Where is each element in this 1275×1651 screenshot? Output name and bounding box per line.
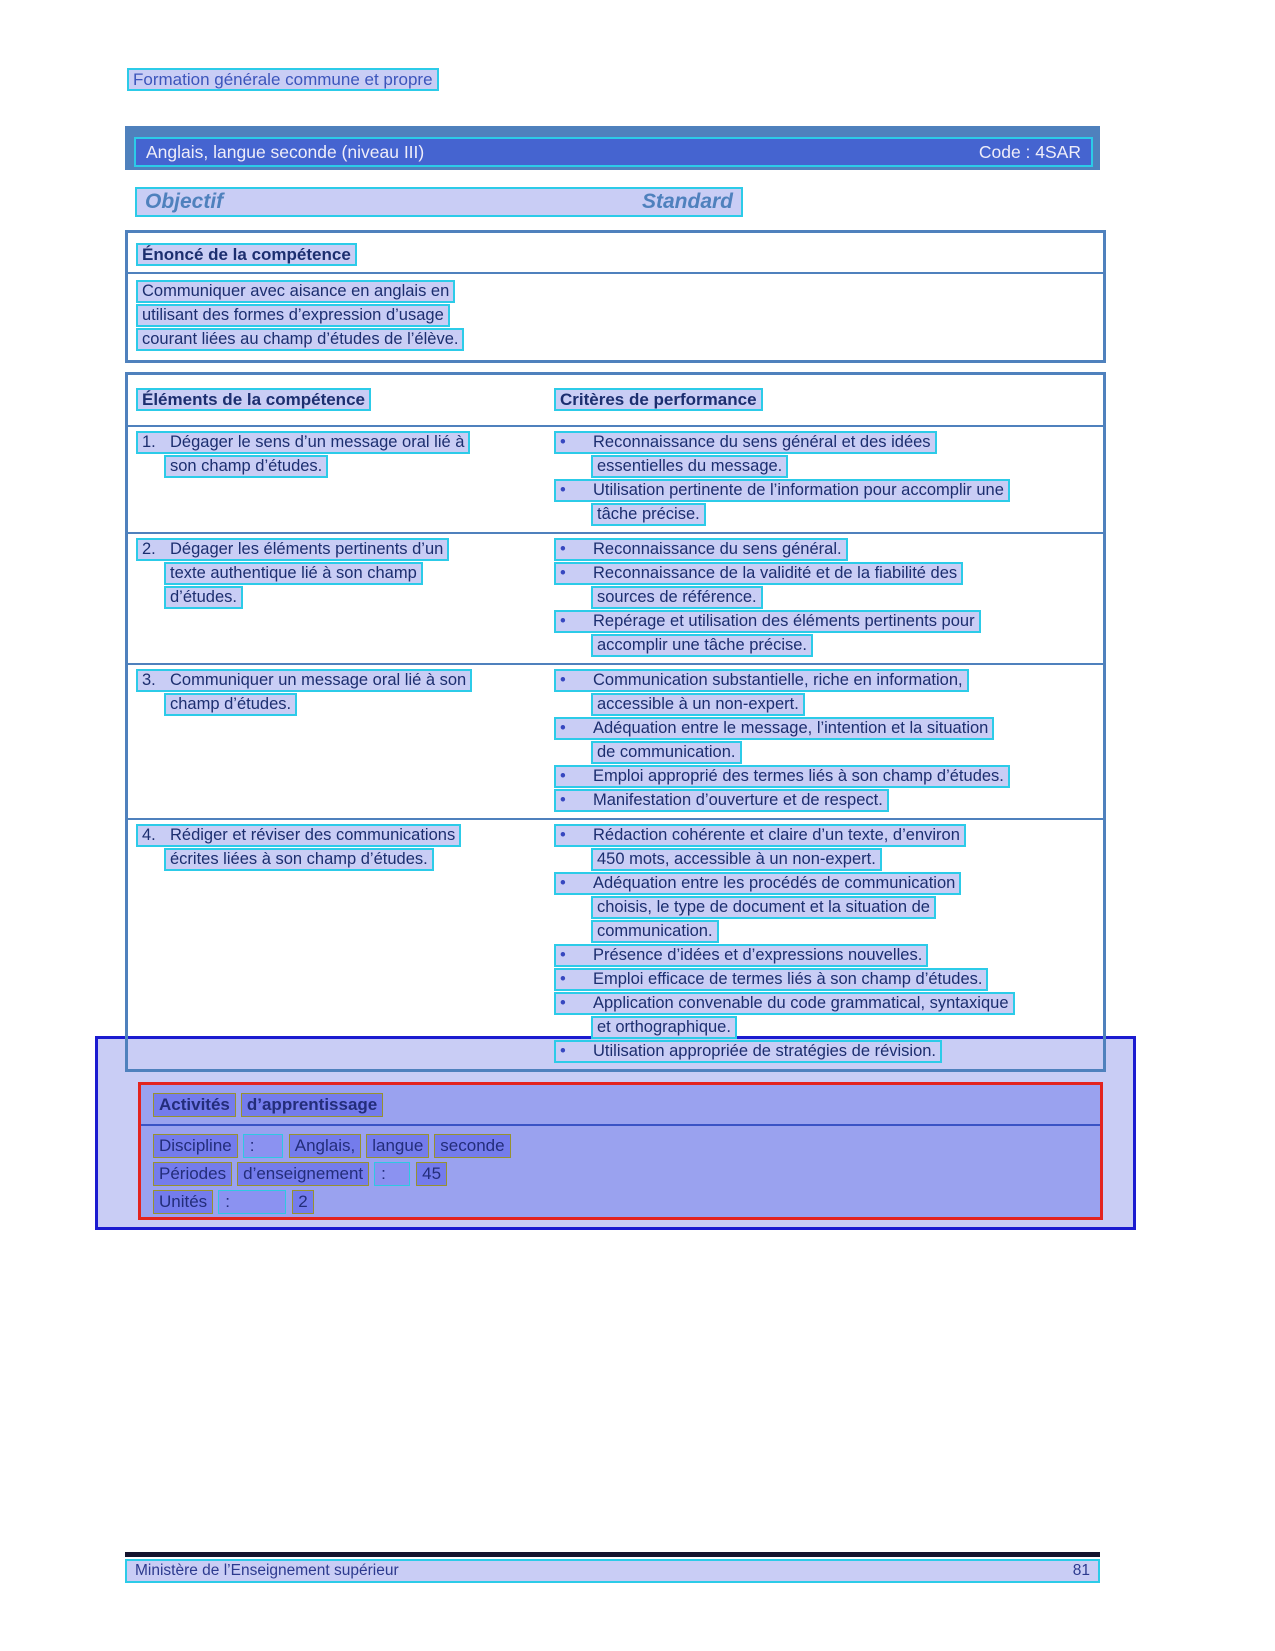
criteria-line: Reconnaissance du sens général et des idées — [593, 433, 931, 451]
footer — [125, 1552, 1100, 1583]
activities-title-word: Activités — [153, 1093, 236, 1117]
bullet-icon: • — [560, 719, 566, 737]
criteria-line: Rédaction cohérente et claire d’un texte, d’environ — [593, 826, 960, 844]
item-number: 4. — [142, 826, 156, 844]
element-cell — [128, 431, 548, 527]
activity-label-word: Unités — [153, 1190, 213, 1214]
criteria-line: Repérage et utilisation des éléments pertinents pour — [593, 612, 975, 630]
footer-text-bar — [125, 1559, 1100, 1583]
criteria-line: sources de référence. — [591, 586, 763, 609]
element-line: son champ d’études. — [164, 455, 328, 478]
element-line: Dégager les éléments pertinents d’un — [170, 540, 444, 558]
competence-table — [125, 372, 1106, 1072]
criteria-cell — [548, 669, 1103, 813]
table-row — [128, 663, 1103, 818]
criteria-line: Emploi efficace de termes liés à son champ d’études. — [593, 970, 983, 988]
footer-rule — [125, 1552, 1100, 1557]
activity-value-word: langue — [366, 1134, 429, 1158]
criteria-line: communication. — [591, 920, 719, 943]
activity-label-word: d’enseignement — [237, 1162, 369, 1186]
section-label — [127, 68, 439, 91]
criteria-line: Reconnaissance de la validité et de la fiabilité des — [593, 564, 958, 582]
criteria-line: Adéquation entre le message, l’intention et la situation — [593, 719, 989, 737]
activities-title — [141, 1085, 1100, 1121]
criteria-cell — [548, 538, 1103, 658]
criteria-line: Utilisation pertinente de l’information pour accomplir une — [593, 481, 1004, 499]
element-cell — [128, 669, 548, 813]
criteria-line: accessible à un non-expert. — [591, 693, 805, 716]
activity-separator: : — [218, 1190, 286, 1214]
page-number: 81 — [1072, 1562, 1090, 1579]
enonce-line: courant liées au champ d’études de l’élève. — [136, 328, 464, 351]
criteria-line: Reconnaissance du sens général. — [593, 540, 842, 558]
element-line: Communiquer un message oral lié à son — [170, 671, 467, 689]
criteria-line: Emploi approprié des termes liés à son champ d’études. — [593, 767, 1004, 785]
activity-row-unites — [141, 1188, 1100, 1216]
criteria-line: Présence d’idées et d’expressions nouvelles. — [593, 946, 923, 964]
section-label-text: Formation générale commune et propre — [127, 68, 439, 91]
activity-row-discipline — [141, 1132, 1100, 1160]
table-row — [128, 532, 1103, 663]
criteria-line: choisis, le type de document et la situation de — [591, 896, 936, 919]
bullet-icon: • — [560, 970, 566, 988]
element-cell — [128, 538, 548, 658]
item-number: 1. — [142, 433, 156, 451]
footer-ministry: Ministère de l’Enseignement supérieur — [135, 1562, 399, 1579]
criteria-cell — [548, 431, 1103, 527]
element-cell — [128, 824, 548, 1064]
item-number: 2. — [142, 540, 156, 558]
criteria-line: 450 mots, accessible à un non-expert. — [591, 848, 882, 871]
activity-label-word: Discipline — [153, 1134, 238, 1158]
element-line: texte authentique lié à son champ — [164, 562, 423, 585]
bullet-icon: • — [560, 564, 566, 582]
bullet-icon: • — [560, 791, 566, 809]
criteria-line: Application convenable du code grammatical, syntaxique — [593, 994, 1009, 1012]
criteria-line: Communication substantielle, riche en information, — [593, 671, 963, 689]
activity-value-word: Anglais, — [289, 1134, 361, 1158]
activity-row-periodes — [141, 1160, 1100, 1188]
element-line: champ d’études. — [164, 693, 297, 716]
criteria-line: et orthographique. — [591, 1016, 737, 1039]
col-header-criteres: Critères de performance — [554, 388, 763, 411]
criteria-line: Adéquation entre les procédés de communication — [593, 874, 956, 892]
learning-activities-box — [138, 1082, 1103, 1220]
objectif-standard-heading — [135, 187, 743, 217]
bullet-icon: • — [560, 826, 566, 844]
element-line: d’études. — [164, 586, 243, 609]
bullet-icon: • — [560, 994, 566, 1012]
bullet-icon: • — [560, 612, 566, 630]
activity-value-word: 45 — [416, 1162, 447, 1186]
course-code: Code : 4SAR — [978, 141, 1081, 162]
col-header-elements: Éléments de la compétence — [136, 388, 371, 411]
criteria-line: essentielles du message. — [591, 455, 788, 478]
element-line: écrites liées à son champ d’études. — [164, 848, 434, 871]
bullet-icon: • — [560, 540, 566, 558]
activity-value-word: 2 — [292, 1190, 313, 1214]
table-row — [128, 818, 1103, 1069]
bullet-icon: • — [560, 671, 566, 689]
enonce-line: utilisant des formes d’expression d’usage — [136, 304, 450, 327]
criteria-line: Manifestation d’ouverture et de respect. — [593, 791, 883, 809]
activities-divider — [141, 1124, 1100, 1126]
enonce-header — [128, 233, 1103, 274]
criteria-cell — [548, 824, 1103, 1064]
activity-separator: : — [374, 1162, 410, 1186]
course-header-bar — [125, 126, 1100, 170]
course-header-highlight — [134, 137, 1093, 167]
criteria-line: Utilisation appropriée de stratégies de révision. — [593, 1042, 937, 1060]
standard-heading: Standard — [641, 190, 733, 213]
activities-title-word: d’apprentissage — [241, 1093, 383, 1117]
item-number: 3. — [142, 671, 156, 689]
criteria-line: tâche précise. — [591, 503, 706, 526]
course-title: Anglais, langue seconde (niveau III) — [146, 141, 425, 162]
activity-separator: : — [243, 1134, 283, 1158]
bullet-icon: • — [560, 874, 566, 892]
enonce-body — [128, 274, 1103, 360]
criteria-line: accomplir une tâche précise. — [591, 634, 813, 657]
bullet-icon: • — [560, 433, 566, 451]
bullet-icon: • — [560, 1042, 566, 1060]
activity-value-word: seconde — [434, 1134, 510, 1158]
competence-table-header — [128, 375, 1103, 427]
bullet-icon: • — [560, 946, 566, 964]
criteria-line: de communication. — [591, 741, 742, 764]
enonce-table — [125, 230, 1106, 363]
element-line: Rédiger et réviser des communications — [170, 826, 456, 844]
table-row — [128, 427, 1103, 532]
enonce-title: Énoncé de la compétence — [136, 243, 357, 266]
activity-label-word: Périodes — [153, 1162, 232, 1186]
bullet-icon: • — [560, 767, 566, 785]
objectif-heading: Objectif — [145, 190, 224, 213]
element-line: Dégager le sens d’un message oral lié à — [170, 433, 465, 451]
bullet-icon: • — [560, 481, 566, 499]
enonce-line: Communiquer avec aisance en anglais en — [136, 280, 455, 303]
